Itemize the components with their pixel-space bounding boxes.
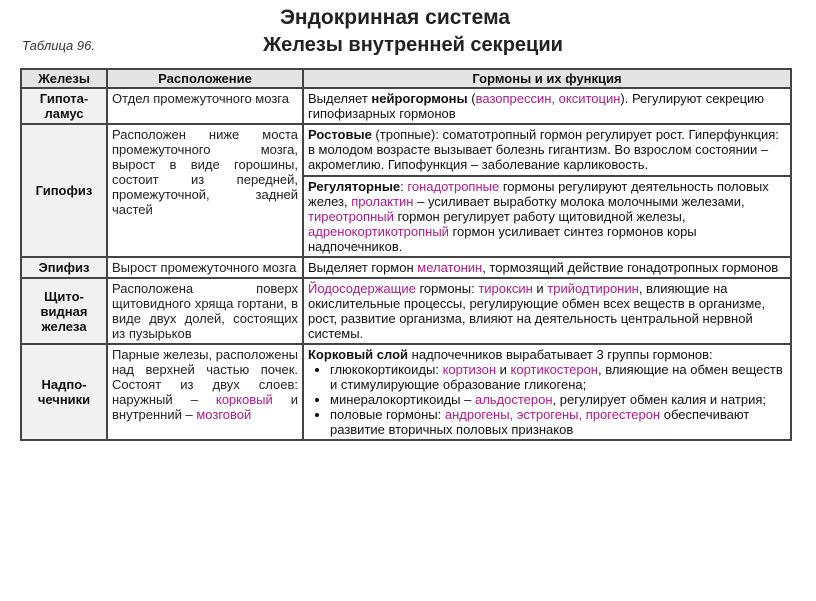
highlighted-term: корковый — [215, 392, 273, 407]
highlighted-term: тиреотропный — [308, 209, 394, 224]
header-hormones: Гормоны и их функция — [303, 69, 791, 88]
text-run: Парные железы, расположены над верхней частью почек. Состоят из двух слоев: наружный – — [112, 347, 298, 407]
table-row-hypothalamus — [21, 88, 791, 124]
text-run: : — [400, 179, 408, 194]
text-run: глюкокортикоиды: — [330, 362, 443, 377]
text-run: надпочечников вырабатывает 3 группы гормонов: — [408, 347, 713, 362]
gland-location: Отдел промежуточного мозга — [107, 88, 303, 124]
table-number: Таблица 96. — [22, 38, 95, 53]
growth-hormones-text — [308, 127, 786, 172]
document-title: Эндокринная система — [279, 6, 511, 29]
gland-hormones — [303, 88, 791, 124]
hormones-text — [308, 91, 786, 121]
table-header-row — [21, 69, 791, 88]
table-row-pituitary — [21, 124, 791, 257]
location-text — [112, 347, 298, 422]
gland-location: Расположена поверх щитовидного хряща гортани, в виде двух долей, состоящих из пузырьков — [107, 278, 303, 344]
text-run: минералокортикоиды – — [330, 392, 475, 407]
text-run: , тормозящий действие гонадотропных гормонов — [482, 260, 779, 275]
text-run: , регулирует обмен калия и натрия; — [552, 392, 766, 407]
bold-term: Регуляторные — [308, 179, 401, 194]
hormones-text — [308, 281, 786, 341]
highlighted-term: кортикостерон — [510, 362, 598, 377]
highlighted-term: гонадотропные — [407, 179, 500, 194]
hormone-group-item — [330, 362, 786, 392]
gland-name: Гипота- ламус — [21, 88, 107, 124]
header-location: Расположение — [107, 69, 303, 88]
highlighted-term: Йодосодержащие — [308, 281, 416, 296]
hormone-group-list — [308, 362, 786, 437]
text-run: обеспечивают развитие вторичных половых признаков — [330, 407, 750, 437]
highlighted-term: тироксин — [478, 281, 533, 296]
highlighted-term: мелатонин — [417, 260, 483, 275]
text-run: (тропные): соматотропный гормон регулирует рост. Гиперфункция: в молодом возрасте вызывает болезнь гигантизм. Во взрослом состоянии – акромеглию. Гипофункция – заболевание карликовость. — [308, 127, 779, 172]
text-run: ( — [467, 91, 476, 106]
gland-hormones — [303, 344, 791, 440]
hormones-text — [308, 260, 786, 275]
text-run: Выделяет — [308, 91, 372, 106]
text-run: гормон регулирует работу щитовидной железы, — [393, 209, 686, 224]
gland-hormones — [303, 257, 791, 278]
gland-name: Гипофиз — [21, 124, 107, 257]
text-run: гормоны регулируют деятельность половых желез, — [308, 179, 769, 209]
highlighted-term: вазопрессин, окситоцин — [475, 91, 621, 106]
hormone-group-item — [330, 407, 786, 437]
text-run: гормоны: — [415, 281, 479, 296]
hormone-group-item — [330, 392, 786, 407]
bold-term: Ростовые — [308, 127, 372, 142]
bold-term: нейрогормоны — [371, 91, 468, 106]
table-row-epiphysis — [21, 257, 791, 278]
highlighted-term: мозговой — [196, 407, 252, 422]
endocrine-table — [20, 68, 792, 441]
text-run: половые гормоны: — [330, 407, 445, 422]
highlighted-term: кортизон — [442, 362, 497, 377]
gland-hormones — [303, 278, 791, 344]
text-run: и — [532, 281, 548, 296]
regulatory-hormones-text — [308, 179, 786, 254]
highlighted-term: адренокортикотропный — [308, 224, 449, 239]
gland-name: Эпифиз — [21, 257, 107, 278]
highlighted-term: андрогены, эстрогены, прогестерон — [444, 407, 661, 422]
text-run: гормон усиливает синтез гормонов коры надпочечников. — [308, 224, 697, 254]
table-row-adrenal — [21, 344, 791, 440]
bold-term: Корковый слой — [308, 347, 409, 362]
text-run: Выделяет гормон — [308, 260, 418, 275]
gland-location: Расположен ниже моста промежуточного мозга, вырост в виде горошины, состоит из передней, промежуточной, задней частей — [107, 124, 303, 257]
text-run: , влияющие на окислительные процессы, регулирующие обмен всех веществ в организме, рост, развитие организма, влияют на деятельность центральной нервной системы. — [308, 281, 766, 341]
header-gland: Железы — [21, 69, 107, 88]
text-run: и внутренний – — [112, 392, 298, 422]
text-run: , влияющие на обмен веществ и стимулирующие образование гликогена; — [330, 362, 783, 392]
highlighted-term: альдостерон — [474, 392, 553, 407]
gland-location: Вырост промежуточного мозга — [107, 257, 303, 278]
text-run: ). Регулируют секрецию гипофизарных гормонов — [308, 91, 765, 121]
text-run: и — [496, 362, 511, 377]
gland-location — [107, 344, 303, 440]
gland-name: Надпо- чечники — [21, 344, 107, 440]
highlighted-term: пролактин — [351, 194, 414, 209]
table-row-thyroid — [21, 278, 791, 344]
table-subtitle: Железы внутренней секреции — [263, 34, 563, 56]
regulatory-hormones-section — [304, 175, 790, 254]
cortex-intro-text — [308, 347, 786, 362]
gland-name: Щито- видная железа — [21, 278, 107, 344]
highlighted-term: трийодтиронин — [547, 281, 639, 296]
text-run: – усиливает выработку молока молочными железами, — [413, 194, 745, 209]
gland-hormones — [303, 124, 791, 257]
